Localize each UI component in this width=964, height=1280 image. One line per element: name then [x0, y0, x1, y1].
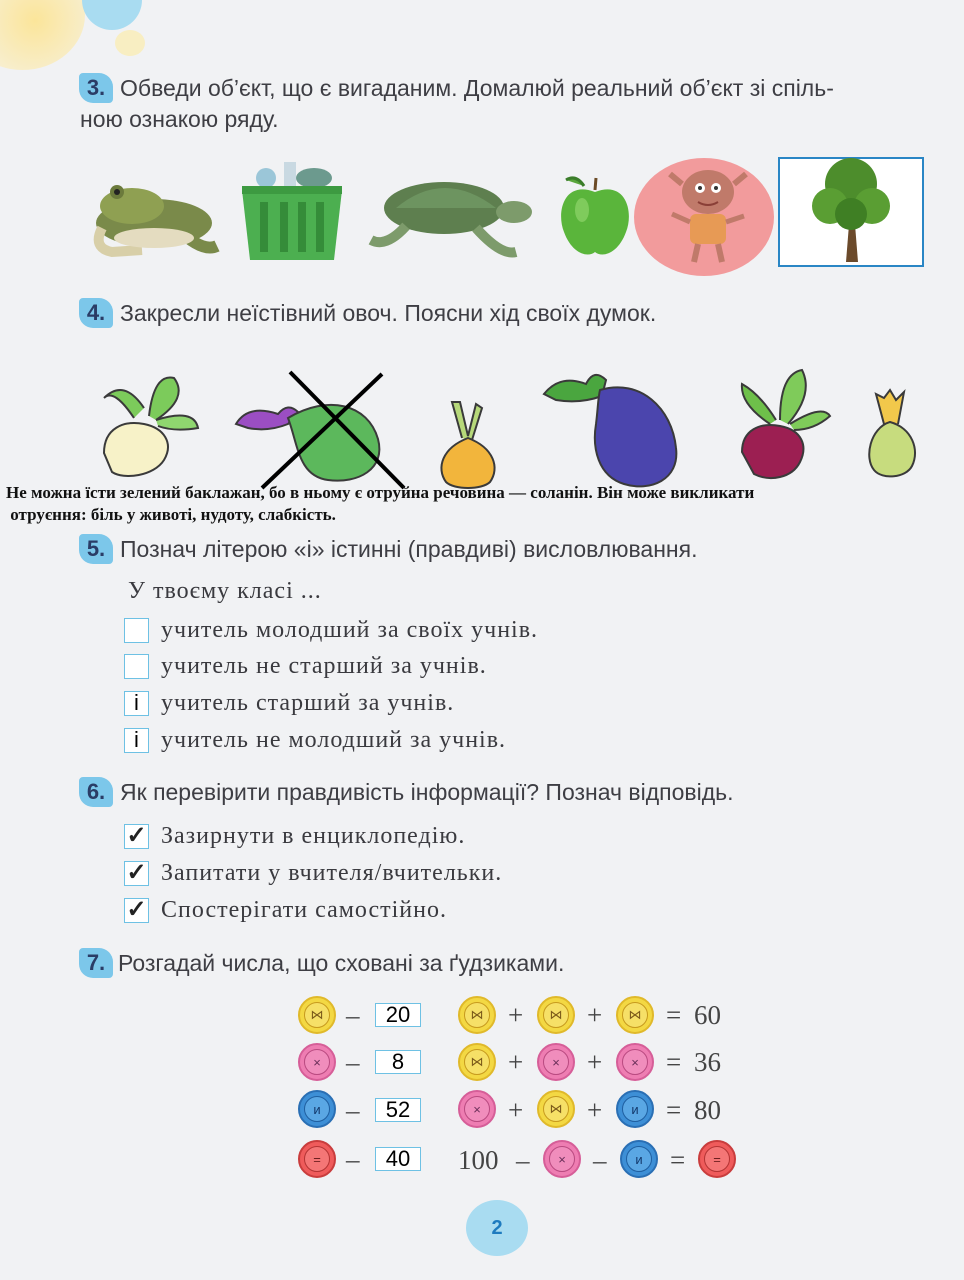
- task7-number: 7.: [79, 948, 113, 978]
- pink-button-icon: ×: [537, 1043, 575, 1081]
- task4-answer-line2: отруєння: біль у животі, нудоту, слабкість.: [6, 505, 336, 524]
- plus-sign: +: [587, 1047, 603, 1077]
- pink-button-icon: ×: [458, 1090, 496, 1128]
- answer-box-blue[interactable]: 52: [375, 1098, 421, 1122]
- white-radish-image: [94, 368, 206, 486]
- minus-sign: –: [346, 1047, 360, 1077]
- task5-option-text-3: учитель старший за учнів.: [161, 689, 455, 716]
- task6-checkbox-1[interactable]: ✓: [124, 824, 149, 849]
- equals-sign: =: [666, 1095, 682, 1125]
- plus-sign: +: [508, 1047, 524, 1077]
- task5-option-2: [124, 650, 487, 682]
- equals-sign: =: [670, 1145, 686, 1175]
- yellow-button-icon: ⋈: [537, 1090, 575, 1128]
- task3-number: 3.: [79, 73, 113, 103]
- blue-button-icon: и: [616, 1090, 654, 1128]
- task6-option-2: [124, 857, 502, 889]
- decor-circle-light-yellow: [115, 30, 145, 56]
- task3-text-line1: Обведи об’єкт, що є вигаданим. Домалюй реальний об’єкт зі спіль-: [120, 75, 834, 101]
- task6-checkbox-3[interactable]: ✓: [124, 898, 149, 923]
- red-button-icon: =: [298, 1140, 336, 1178]
- minus-sign: –: [346, 1095, 360, 1125]
- task6-option-text-2: Запитати у вчителя/вчительки.: [161, 859, 503, 886]
- yellow-vegetable-image: [860, 388, 922, 480]
- task6-checkbox-2[interactable]: ✓: [124, 861, 149, 886]
- task5-checkbox-4[interactable]: і: [124, 728, 149, 753]
- apple-image: [554, 172, 636, 260]
- yellow-button-icon: ⋈: [458, 996, 496, 1034]
- task5-option-1: [124, 614, 538, 646]
- yellow-button-icon: ⋈: [298, 996, 336, 1034]
- turtle-image: [366, 168, 534, 260]
- task6-text: Як перевірити правдивість інформації? Познач відповідь.: [120, 779, 734, 805]
- task5-option-3: [124, 687, 454, 719]
- minus-sign: –: [346, 1144, 360, 1174]
- task5-option-4: [124, 724, 506, 756]
- pink-button-icon: ×: [298, 1043, 336, 1081]
- task4-number: 4.: [79, 298, 113, 328]
- plus-sign: +: [587, 1000, 603, 1030]
- decor-circle-blue: [82, 0, 142, 30]
- task3-text-line2: ною ознакою ряду.: [80, 106, 279, 132]
- beet-image: [730, 364, 834, 488]
- task6-option-text-1: Зазирнути в енциклопедію.: [161, 822, 466, 849]
- minus-sign: –: [593, 1145, 607, 1175]
- page-number-badge: [466, 1200, 528, 1256]
- task5-option-text-1: учитель молодший за своїх учнів.: [161, 616, 539, 643]
- pink-button-icon: ×: [616, 1043, 654, 1081]
- purple-eggplant-image: [540, 368, 690, 492]
- task6-number: 6.: [79, 777, 113, 807]
- task5-number: 5.: [79, 534, 113, 564]
- tree-image: [806, 152, 896, 266]
- minus-sign: –: [516, 1145, 530, 1175]
- frog-image: [82, 168, 220, 258]
- plus-sign: +: [508, 1000, 524, 1030]
- answer-box-pink[interactable]: 8: [375, 1050, 421, 1074]
- task6-option-1: [124, 820, 465, 852]
- plus-sign: +: [508, 1095, 524, 1125]
- yellow-button-icon: ⋈: [458, 1043, 496, 1081]
- equals-sign: =: [666, 1047, 682, 1077]
- task5-checkbox-2[interactable]: [124, 654, 149, 679]
- basket-image: [236, 156, 348, 262]
- task5-checkbox-1[interactable]: [124, 618, 149, 643]
- task5-text: Познач літерою «і» істинні (правдиві) висловлювання.: [120, 536, 698, 562]
- red-button-icon: =: [698, 1140, 736, 1178]
- blue-button-icon: и: [620, 1140, 658, 1178]
- yellow-button-icon: ⋈: [616, 996, 654, 1034]
- equals-sign: =: [666, 1000, 682, 1030]
- task4-answer-line1: Не можна їсти зелений баклажан, бо в ньому є отруйна речовина — соланін. Він може викликати: [6, 483, 755, 502]
- yellow-button-icon: ⋈: [537, 996, 575, 1034]
- task6-option-3: [124, 894, 447, 926]
- monster-image: [660, 164, 756, 268]
- blue-button-icon: и: [298, 1090, 336, 1128]
- task5-intro: У твоєму класі ...: [128, 578, 322, 604]
- result-1: 60: [694, 1000, 721, 1030]
- result-2: 36: [694, 1047, 721, 1077]
- task5-option-text-2: учитель не старший за учнів.: [161, 652, 487, 679]
- pink-button-icon: ×: [543, 1140, 581, 1178]
- hundred-value: 100: [458, 1145, 499, 1175]
- page-number: 2: [491, 1216, 503, 1239]
- task5-checkbox-3[interactable]: і: [124, 691, 149, 716]
- answer-box-yellow[interactable]: 20: [375, 1003, 421, 1027]
- answer-box-red[interactable]: 40: [375, 1147, 421, 1171]
- onion-image: [432, 398, 504, 490]
- task6-option-text-3: Спостерігати самостійно.: [161, 896, 447, 923]
- plus-sign: +: [587, 1095, 603, 1125]
- task4-answer-note: [6, 482, 956, 526]
- task5-option-text-4: учитель не молодший за учнів.: [161, 726, 507, 753]
- minus-sign: –: [346, 1000, 360, 1030]
- cross-out-mark: [258, 370, 408, 490]
- result-3: 80: [694, 1095, 721, 1125]
- task7-text: Розгадай числа, що сховані за ґудзиками.: [118, 950, 565, 976]
- task4-text: Закресли неїстівний овоч. Поясни хід своїх думок.: [120, 300, 657, 326]
- decor-circle-yellow: [0, 0, 85, 70]
